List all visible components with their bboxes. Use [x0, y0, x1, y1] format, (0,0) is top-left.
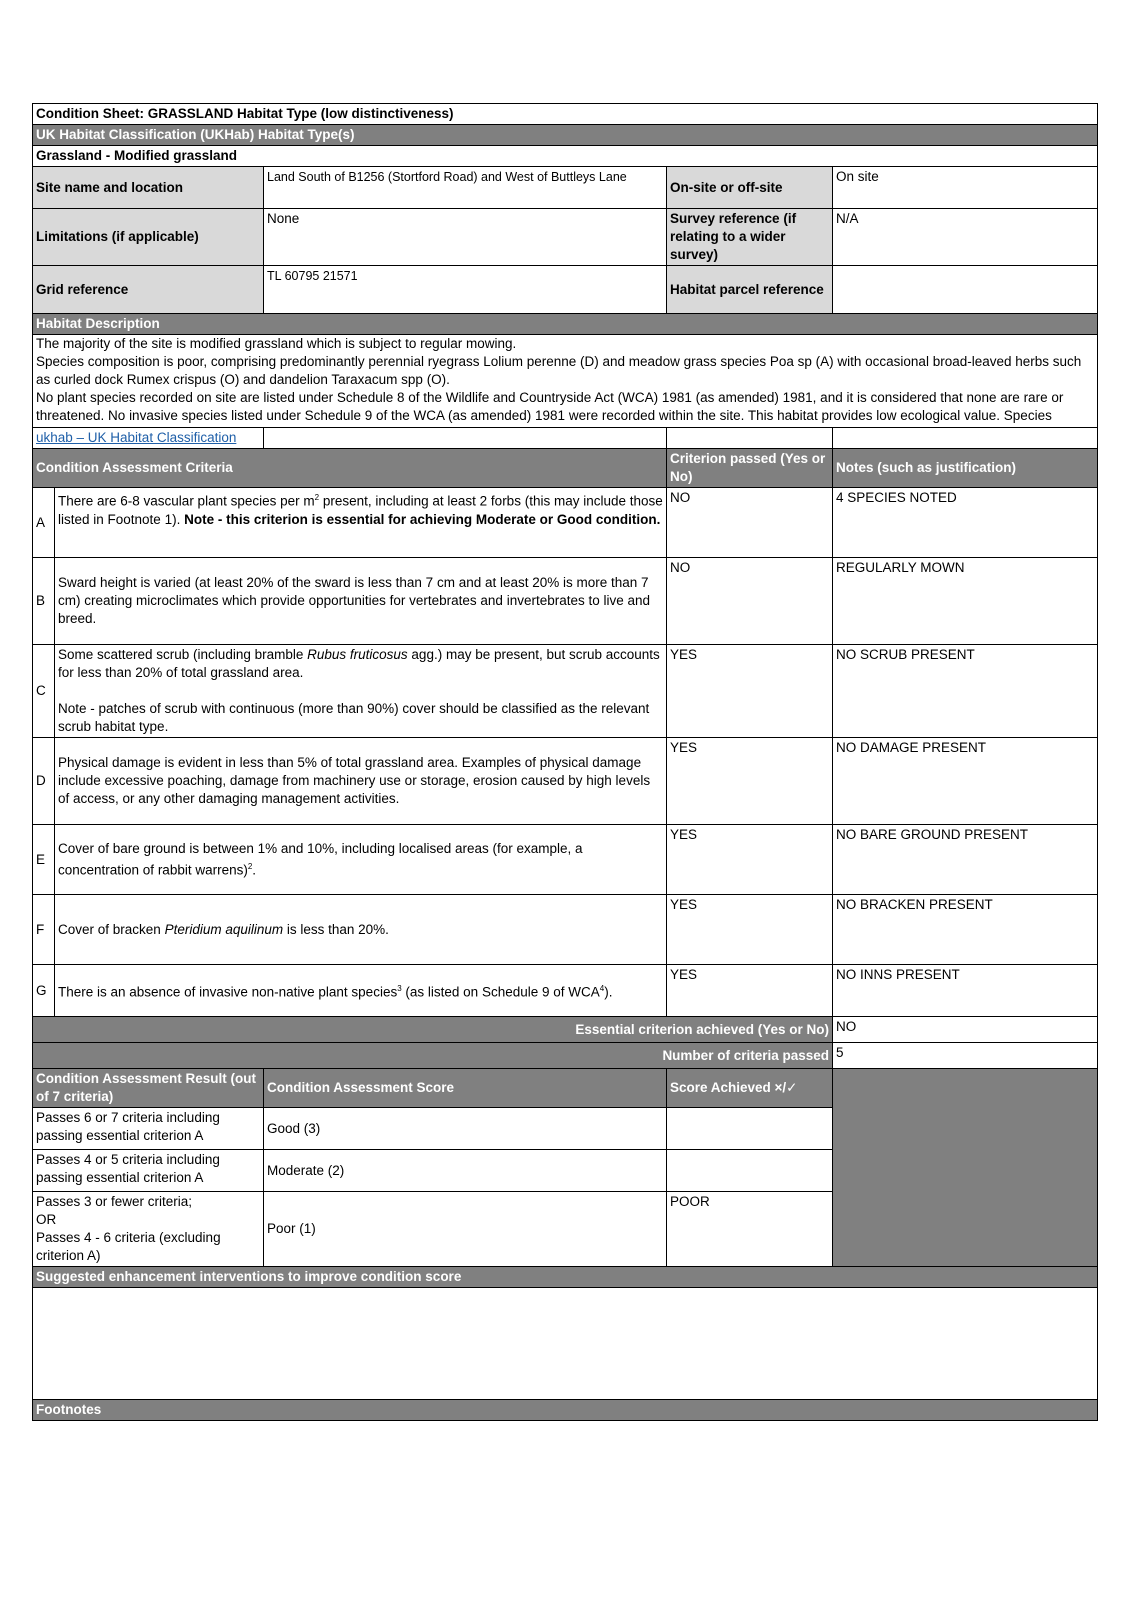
criteria-passed-label: Number of criteria passed — [33, 1043, 833, 1069]
limitations-value: None — [264, 209, 667, 266]
criterion-letter: D — [33, 738, 55, 825]
enhancement-header: Suggested enhancement interventions to improve condition score — [33, 1267, 1098, 1288]
grid-ref-value: TL 60795 21571 — [264, 266, 667, 314]
parcel-ref-label: Habitat parcel reference — [667, 266, 833, 314]
result-header: Condition Assessment Result (out of 7 criteria) — [33, 1069, 264, 1108]
criterion-notes: NO DAMAGE PRESENT — [833, 738, 1098, 825]
criterion-row-d — [33, 738, 1098, 825]
classification-header: UK Habitat Classification (UKHab) Habitat Type(s) — [33, 125, 1098, 146]
criteria-passed-value: 5 — [833, 1043, 1098, 1069]
site-name-value: Land South of B1256 (Stortford Road) and West of Buttleys Lane — [264, 167, 667, 209]
criterion-text-d: Physical damage is evident in less than 5% of total grassland area. Examples of physical damage include excessive poaching, damage from machinery use or storage, erosion caused by high levels of access, or any other damaging management activities. — [55, 738, 667, 825]
parcel-ref-value — [833, 266, 1098, 314]
criterion-row-b — [33, 558, 1098, 645]
criterion-passed: YES — [667, 965, 833, 1017]
criterion-row-e — [33, 825, 1098, 895]
result-filler — [833, 1069, 1098, 1267]
criterion-passed: NO — [667, 488, 833, 558]
sheet-title: Condition Sheet: GRASSLAND Habitat Type (low distinctiveness) — [33, 104, 1098, 125]
result-achieved — [667, 1108, 833, 1150]
criterion-letter: F — [33, 895, 55, 965]
site-name-label: Site name and location — [33, 167, 264, 209]
description-line: The majority of the site is modified grassland which is subject to regular mowing. — [36, 336, 517, 351]
criterion-letter: E — [33, 825, 55, 895]
ukhab-link[interactable]: ukhab – UK Habitat Classification — [36, 430, 237, 445]
criterion-notes: NO BRACKEN PRESENT — [833, 895, 1098, 965]
essential-criterion-value: NO — [833, 1017, 1098, 1043]
enhancement-body[interactable] — [33, 1288, 1098, 1400]
criterion-passed: YES — [667, 825, 833, 895]
condition-sheet — [32, 103, 1097, 1421]
essential-criterion-label: Essential criterion achieved (Yes or No) — [33, 1017, 833, 1043]
survey-ref-value: N/A — [833, 209, 1098, 266]
criterion-passed: YES — [667, 895, 833, 965]
description-line: Species composition is poor, comprising predominantly perennial ryegrass Lolium perenne (D) and meadow grass species Poa sp (A) with occasional broad-leaved herbs such as curled dock Rumex crispus (O) and dandelion Taraxacum spp (O). — [36, 354, 1082, 387]
habitat-description-header: Habitat Description — [33, 314, 1098, 335]
criterion-notes: NO BARE GROUND PRESENT — [833, 825, 1098, 895]
result-criteria: Passes 6 or 7 criteria including passing essential criterion A — [33, 1108, 264, 1150]
criterion-notes: 4 SPECIES NOTED — [833, 488, 1098, 558]
criterion-passed-header: Criterion passed (Yes or No) — [667, 449, 833, 488]
result-score: Moderate (2) — [264, 1150, 667, 1192]
result-score: Poor (1) — [264, 1192, 667, 1267]
criterion-text-c: Some scattered scrub (including bramble Rubus fruticosus agg.) may be present, but scrub accounts for less than 20% of total grassland area. Note - patches of scrub with continuous (more than 90%) cover should be classified as the relevant scrub habitat type. — [55, 645, 667, 738]
criterion-row-a — [33, 488, 1098, 558]
criterion-notes: REGULARLY MOWN — [833, 558, 1098, 645]
criterion-passed: NO — [667, 558, 833, 645]
criteria-header: Condition Assessment Criteria — [33, 449, 667, 488]
criterion-text-g: There is an absence of invasive non-native plant species$^3$ (as listed on Schedule 9 of WCA$^4$). — [55, 965, 667, 1017]
habitat-type: Grassland - Modified grassland — [33, 146, 1098, 167]
achieved-header: Score Achieved ×/✓ — [667, 1069, 833, 1108]
criterion-passed: YES — [667, 738, 833, 825]
onsite-value: On site — [833, 167, 1098, 209]
survey-ref-label: Survey reference (if relating to a wider survey) — [667, 209, 833, 266]
criterion-letter: G — [33, 965, 55, 1017]
criterion-passed: YES — [667, 645, 833, 738]
result-score: Good (3) — [264, 1108, 667, 1150]
criterion-row-c — [33, 645, 1098, 738]
footnotes-header: Footnotes — [33, 1400, 1098, 1421]
criterion-notes: NO INNS PRESENT — [833, 965, 1098, 1017]
result-achieved — [667, 1150, 833, 1192]
criterion-letter: B — [33, 558, 55, 645]
criterion-row-g — [33, 965, 1098, 1017]
habitat-description — [36, 335, 1094, 427]
condition-table — [32, 103, 1098, 1421]
criterion-letter: C — [33, 645, 55, 738]
criterion-text-a: There are 6-8 vascular plant species per $m^2$ present, including at least 2 forbs (this may include those listed in Footnote 1). Note - this criterion is essential for achieving Moderate or Good condition. — [55, 488, 667, 558]
result-criteria: Passes 3 or fewer criteria; OR Passes 4 - 6 criteria (excluding criterion A) — [33, 1192, 264, 1267]
grid-ref-label: Grid reference — [33, 266, 264, 314]
criterion-notes: NO SCRUB PRESENT — [833, 645, 1098, 738]
notes-header: Notes (such as justification) — [833, 449, 1098, 488]
criterion-letter: A — [33, 488, 55, 558]
criterion-text-f: Cover of bracken Pteridium aquilinum is less than 20%. — [55, 895, 667, 965]
limitations-label: Limitations (if applicable) — [33, 209, 264, 266]
onsite-label: On-site or off-site — [667, 167, 833, 209]
score-header: Condition Assessment Score — [264, 1069, 667, 1108]
criterion-text-e: Cover of bare ground is between 1% and 10%, including localised areas (for example, a concentration of rabbit warrens)$^2$. — [55, 825, 667, 895]
result-criteria: Passes 4 or 5 criteria including passing essential criterion A — [33, 1150, 264, 1192]
criterion-row-f — [33, 895, 1098, 965]
description-line: No plant species recorded on site are listed under Schedule 8 of the Wildlife and Countryside Act (WCA) 1981 (as amended) 1981, and it is considered that none are rare or threatened. No invasive species listed under Schedule 9 of the WCA (as amended) 1981 were recorded within the site. This habitat provides low ecological value. Species — [36, 390, 1064, 423]
criterion-text-b: Sward height is varied (at least 20% of the sward is less than 7 cm and at least 20% is more than 7 cm) creating microclimates which provide opportunities for vertebrates and invertebrates to live and breed. — [55, 558, 667, 645]
result-achieved: POOR — [667, 1192, 833, 1267]
